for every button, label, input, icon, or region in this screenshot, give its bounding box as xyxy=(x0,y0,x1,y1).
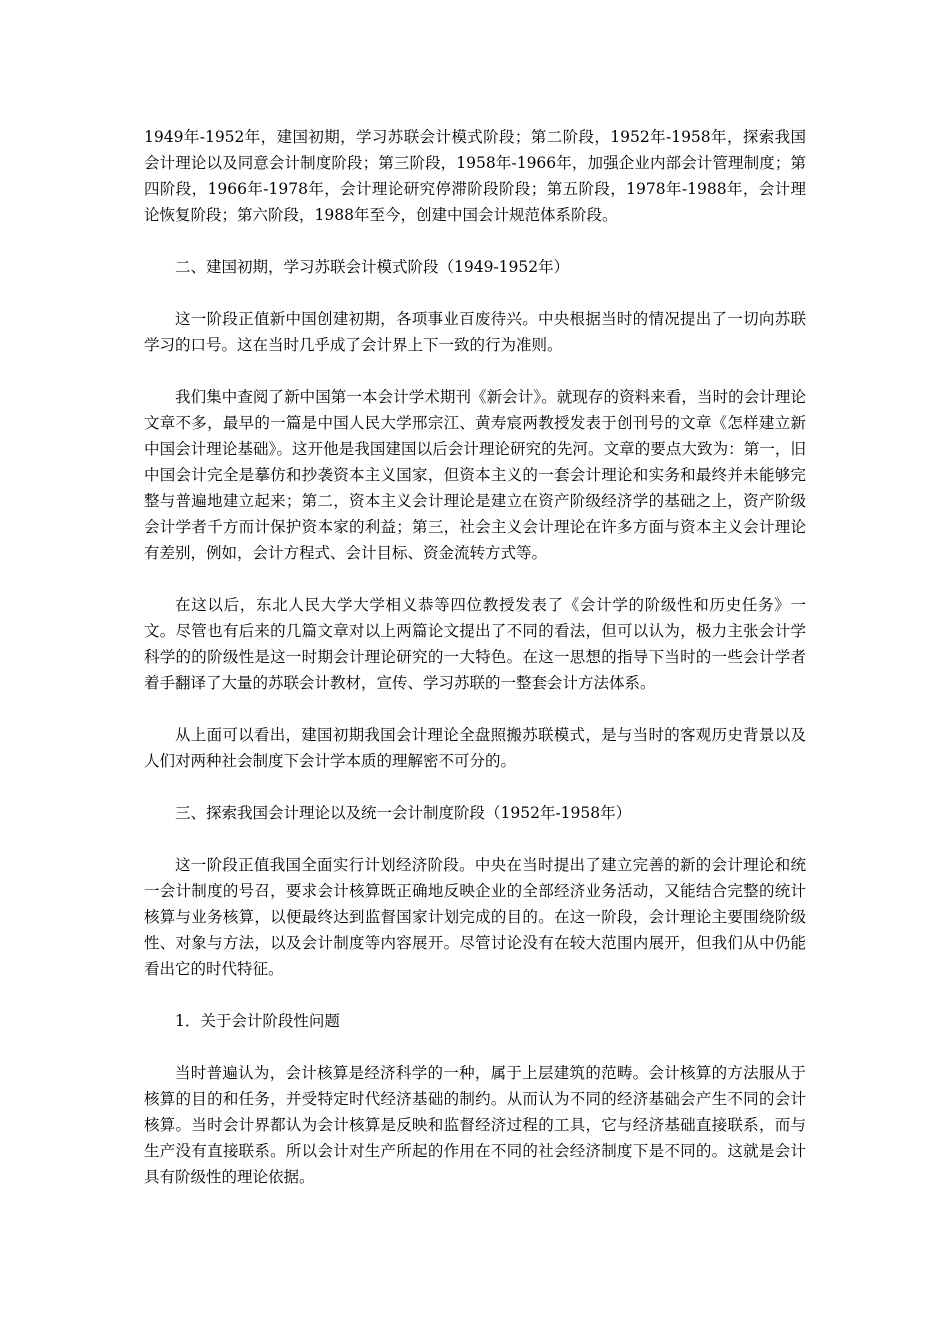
subsection-heading-1: 1．关于会计阶段性问题 xyxy=(175,1012,340,1030)
paragraph-planned-economy: 这一阶段正值我国全面实行计划经济阶段。中央在当时提出了建立完善的新的会计理论和统一会计制度的号召，要求会计核算既正确地反映企业的全部经济业务活动，又能结合完整的统计核算与业务核算，以便最终达到监督国家计划完成的目的。在这一阶段，会计理论主要围绕阶级性、对象与方法，以及会计制度等内容展开。尽管讨论没有在较大范围内展开，但我们从中仍能看出它的时代特征。 xyxy=(144,856,806,978)
paragraph-new-accounting-journal: 我们集中查阅了新中国第一本会计学术期刊《新会计》。就现存的资料来看，当时的会计理论文章不多，最早的一篇是中国人民大学邢宗江、黄寿宸两教授发表于创刊号的文章《怎样建立新中国会计理论基础》。这开他是我国建国以后会计理论研究的先河。文章的要点大致为：第一，旧中国会计完全是摹仿和抄袭资本主义国家，但资本主义的一套会计理论和实务和最终并未能够完整与普遍地建立起来；第二，资本主义会计理论是建立在资产阶级经济学的基础之上，资产阶级会计学者千方而计保护资本家的利益；第三，社会主义会计理论在许多方面与资本主义会计理论有差别，例如，会计方程式、会计目标、资金流转方式等。 xyxy=(144,388,806,562)
document-page xyxy=(144,124,806,1216)
section-heading-3: 三、探索我国会计理论以及统一会计制度阶段（1952年-1958年） xyxy=(175,804,632,822)
paragraph-early-period: 这一阶段正值新中国创建初期，各项事业百废待兴。中央根据当时的情况提出了一切向苏联学习的口号。这在当时几乎成了会计界上下一致的行为准则。 xyxy=(144,310,806,354)
paragraph-class-nature: 在这以后，东北人民大学大学相义恭等四位教授发表了《会计学的阶级性和历史任务》一文。尽管也有后来的几篇文章对以上两篇论文提出了不同的看法，但可以认为，极力主张会计学科学的的阶级性是这一时期会计理论研究的一大特色。在这一思想的指导下当时的一些会计学者着手翻译了大量的苏联会计教材，宣传、学习苏联的一整套会计方法体系。 xyxy=(144,596,806,692)
paragraph-accounting-class-theory: 当时普遍认为，会计核算是经济科学的一种，属于上层建筑的范畴。会计核算的方法服从于核算的目的和任务，并受特定时代经济基础的制约。从而认为不同的经济基础会产生不同的会计核算。当时会计界都认为会计核算是反映和监督经济过程的工具，它与经济基础直接联系，而与生产没有直接联系。所以会计对生产所起的作用在不同的社会经济制度下是不同的。这就是会计具有阶级性的理论依据。 xyxy=(144,1064,806,1186)
paragraph-stages-summary: 1949年-1952年，建国初期，学习苏联会计模式阶段；第二阶段，1952年-1958年，探索我国会计理论以及同意会计制度阶段；第三阶段，1958年-1966年，加强企业内部会计管理制度；第四阶段，1966年-1978年，会计理论研究停滞阶段阶段；第五阶段，1978年-1988年，会计理论恢复阶段；第六阶段，1988年至今，创建中国会计规范体系阶段。 xyxy=(144,128,806,224)
paragraph-soviet-model-conclusion: 从上面可以看出，建国初期我国会计理论全盘照搬苏联模式，是与当时的客观历史背景以及人们对两种社会制度下会计学本质的理解密不可分的。 xyxy=(144,726,806,770)
section-heading-2: 二、建国初期，学习苏联会计模式阶段（1949-1952年） xyxy=(175,258,570,276)
